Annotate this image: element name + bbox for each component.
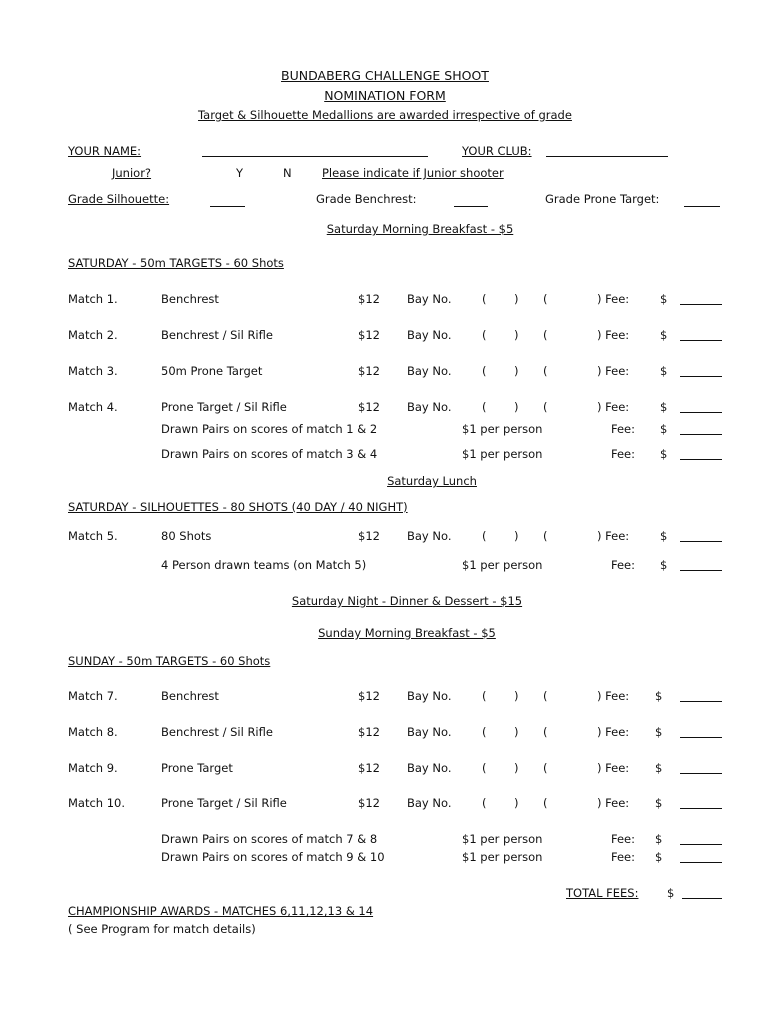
match-number: Match 8.	[68, 725, 118, 739]
sat-dinner: Saturday Night - Dinner & Dessert - $15	[291, 594, 523, 608]
match-price: $12	[358, 364, 380, 378]
fee-dollar: $	[655, 725, 663, 739]
bay-paren-open-2: (	[543, 292, 548, 306]
bay-paren-open-2: (	[543, 725, 548, 739]
match-price: $12	[358, 529, 380, 543]
fee-field[interactable]	[680, 808, 722, 809]
medallion-note: Target & Silhouette Medallions are awarded irrespective of grade	[198, 108, 572, 122]
fee-label: Fee:	[611, 447, 636, 461]
bay-paren-close: )	[514, 328, 519, 342]
bay-paren-close: )	[514, 292, 519, 306]
bay-paren-close: )	[514, 761, 519, 775]
bay-paren-open: (	[482, 796, 487, 810]
fee-field[interactable]	[680, 862, 722, 863]
fee-field[interactable]	[680, 737, 722, 738]
bay-label: Bay No.	[407, 725, 452, 739]
extra-name: Drawn Pairs on scores of match 1 & 2	[161, 422, 378, 436]
total-fees-field[interactable]	[682, 898, 722, 899]
bay-label: Bay No.	[407, 400, 452, 414]
fee-label: ) Fee:	[597, 529, 630, 543]
fee-dollar: $	[660, 529, 668, 543]
match-name: Benchrest	[161, 292, 219, 306]
sat-targets-heading: SATURDAY - 50m TARGETS - 60 Shots	[68, 256, 284, 270]
bay-label: Bay No.	[407, 292, 452, 306]
bay-paren-close: )	[514, 529, 519, 543]
fee-dollar: $	[660, 422, 668, 436]
fee-dollar: $	[655, 832, 663, 846]
bay-label: Bay No.	[407, 689, 452, 703]
match-number: Match 9.	[68, 761, 118, 775]
your-name-field[interactable]	[202, 156, 428, 157]
match-price: $12	[358, 796, 380, 810]
extra-name: Drawn Pairs on scores of match 9 & 10	[161, 850, 385, 864]
extra-name: Drawn Pairs on scores of match 3 & 4	[161, 447, 378, 461]
bay-paren-open: (	[482, 400, 487, 414]
extra-price: $1 per person	[462, 832, 543, 846]
bay-paren-open-2: (	[543, 689, 548, 703]
bay-paren-open-2: (	[543, 364, 548, 378]
match-name: Prone Target / Sil Rifle	[161, 400, 287, 414]
form-subtitle: NOMINATION FORM	[324, 88, 446, 103]
fee-dollar: $	[660, 328, 668, 342]
fee-field[interactable]	[680, 459, 722, 460]
match-price: $12	[358, 761, 380, 775]
fee-field[interactable]	[680, 570, 722, 571]
bay-paren-open: (	[482, 529, 487, 543]
grade-prone-field[interactable]	[684, 206, 720, 207]
sat-lunch: Saturday Lunch	[387, 474, 477, 488]
bay-paren-open-2: (	[543, 529, 548, 543]
bay-paren-open-2: (	[543, 400, 548, 414]
your-club-label: YOUR CLUB:	[462, 144, 532, 158]
fee-label: ) Fee:	[597, 761, 630, 775]
bay-label: Bay No.	[407, 761, 452, 775]
bay-label: Bay No.	[407, 529, 452, 543]
extra-price: $1 per person	[462, 558, 543, 572]
fee-dollar: $	[660, 292, 668, 306]
match-number: Match 5.	[68, 529, 118, 543]
fee-dollar: $	[660, 364, 668, 378]
fee-field[interactable]	[680, 541, 722, 542]
sat-breakfast: Saturday Morning Breakfast - $5	[326, 222, 514, 236]
extra-name: Drawn Pairs on scores of match 7 & 8	[161, 832, 378, 846]
fee-label: Fee:	[611, 422, 636, 436]
bay-paren-close: )	[514, 364, 519, 378]
match-number: Match 2.	[68, 328, 118, 342]
match-name: Prone Target / Sil Rifle	[161, 796, 287, 810]
fee-label: ) Fee:	[597, 400, 630, 414]
total-fees-label: TOTAL FEES:	[566, 886, 639, 900]
bay-paren-open-2: (	[543, 761, 548, 775]
bay-paren-close: )	[514, 689, 519, 703]
match-price: $12	[358, 725, 380, 739]
fee-dollar: $	[660, 558, 668, 572]
sat-silhouettes-heading: SATURDAY - SILHOUETTES - 80 SHOTS (40 DAY / 40 NIGHT)	[68, 500, 408, 514]
extra-name: 4 Person drawn teams (on Match 5)	[161, 558, 367, 572]
match-name: 50m Prone Target	[161, 364, 263, 378]
fee-label: ) Fee:	[597, 725, 630, 739]
match-price: $12	[358, 292, 380, 306]
fee-field[interactable]	[680, 340, 722, 341]
extra-price: $1 per person	[462, 850, 543, 864]
fee-field[interactable]	[680, 773, 722, 774]
fee-label: ) Fee:	[597, 796, 630, 810]
bay-paren-close: )	[514, 400, 519, 414]
fee-field[interactable]	[680, 304, 722, 305]
bay-label: Bay No.	[407, 796, 452, 810]
match-name: 80 Shots	[161, 529, 212, 543]
bay-paren-close: )	[514, 796, 519, 810]
junior-note: Please indicate if Junior shooter	[322, 166, 504, 180]
fee-label: Fee:	[611, 832, 636, 846]
match-price: $12	[358, 689, 380, 703]
sun-targets-heading: SUNDAY - 50m TARGETS - 60 Shots	[68, 654, 271, 668]
fee-dollar: $	[655, 689, 663, 703]
grade-benchrest-label: Grade Benchrest:	[316, 192, 417, 206]
form-title: BUNDABERG CHALLENGE SHOOT	[281, 68, 489, 83]
your-club-field[interactable]	[546, 156, 668, 157]
your-name-label: YOUR NAME:	[68, 144, 142, 158]
bay-paren-open: (	[482, 725, 487, 739]
sun-breakfast: Sunday Morning Breakfast - $5	[318, 626, 496, 640]
bay-paren-open: (	[482, 364, 487, 378]
match-number: Match 7.	[68, 689, 118, 703]
match-price: $12	[358, 328, 380, 342]
extra-price: $1 per person	[462, 422, 543, 436]
match-number: Match 3.	[68, 364, 118, 378]
junior-yes-option[interactable]: Y	[236, 166, 244, 180]
fee-field[interactable]	[680, 434, 722, 435]
fee-label: ) Fee:	[597, 328, 630, 342]
junior-no-option[interactable]: N	[283, 166, 292, 180]
bay-paren-open: (	[482, 761, 487, 775]
championship-heading: CHAMPIONSHIP AWARDS - MATCHES 6,11,12,13 & 14	[68, 904, 374, 918]
fee-field[interactable]	[680, 844, 722, 845]
match-number: Match 4.	[68, 400, 118, 414]
fee-dollar: $	[655, 761, 663, 775]
fee-field[interactable]	[680, 701, 722, 702]
fee-label: Fee:	[611, 558, 636, 572]
grade-benchrest-field[interactable]	[454, 206, 488, 207]
grade-silhouette-label: Grade Silhouette:	[68, 192, 170, 206]
grade-silhouette-field[interactable]	[210, 206, 245, 207]
fee-dollar: $	[660, 400, 668, 414]
fee-label: ) Fee:	[597, 689, 630, 703]
bay-paren-open: (	[482, 292, 487, 306]
match-name: Prone Target	[161, 761, 233, 775]
grade-prone-label: Grade Prone Target:	[545, 192, 660, 206]
fee-dollar: $	[660, 447, 668, 461]
fee-label: ) Fee:	[597, 364, 630, 378]
match-name: Benchrest / Sil Rifle	[161, 328, 273, 342]
fee-label: Fee:	[611, 850, 636, 864]
match-price: $12	[358, 400, 380, 414]
bay-label: Bay No.	[407, 364, 452, 378]
bay-label: Bay No.	[407, 328, 452, 342]
extra-price: $1 per person	[462, 447, 543, 461]
fee-label: ) Fee:	[597, 292, 630, 306]
bay-paren-open: (	[482, 328, 487, 342]
fee-dollar: $	[655, 796, 663, 810]
total-dollar: $	[667, 886, 675, 900]
match-name: Benchrest / Sil Rifle	[161, 725, 273, 739]
fee-field[interactable]	[680, 412, 722, 413]
program-note: ( See Program for match details)	[68, 922, 256, 936]
bay-paren-open-2: (	[543, 796, 548, 810]
match-number: Match 1.	[68, 292, 118, 306]
bay-paren-open-2: (	[543, 328, 548, 342]
fee-dollar: $	[655, 850, 663, 864]
junior-label: Junior?	[112, 166, 152, 180]
match-name: Benchrest	[161, 689, 219, 703]
bay-paren-close: )	[514, 725, 519, 739]
fee-field[interactable]	[680, 376, 722, 377]
bay-paren-open: (	[482, 689, 487, 703]
match-number: Match 10.	[68, 796, 126, 810]
